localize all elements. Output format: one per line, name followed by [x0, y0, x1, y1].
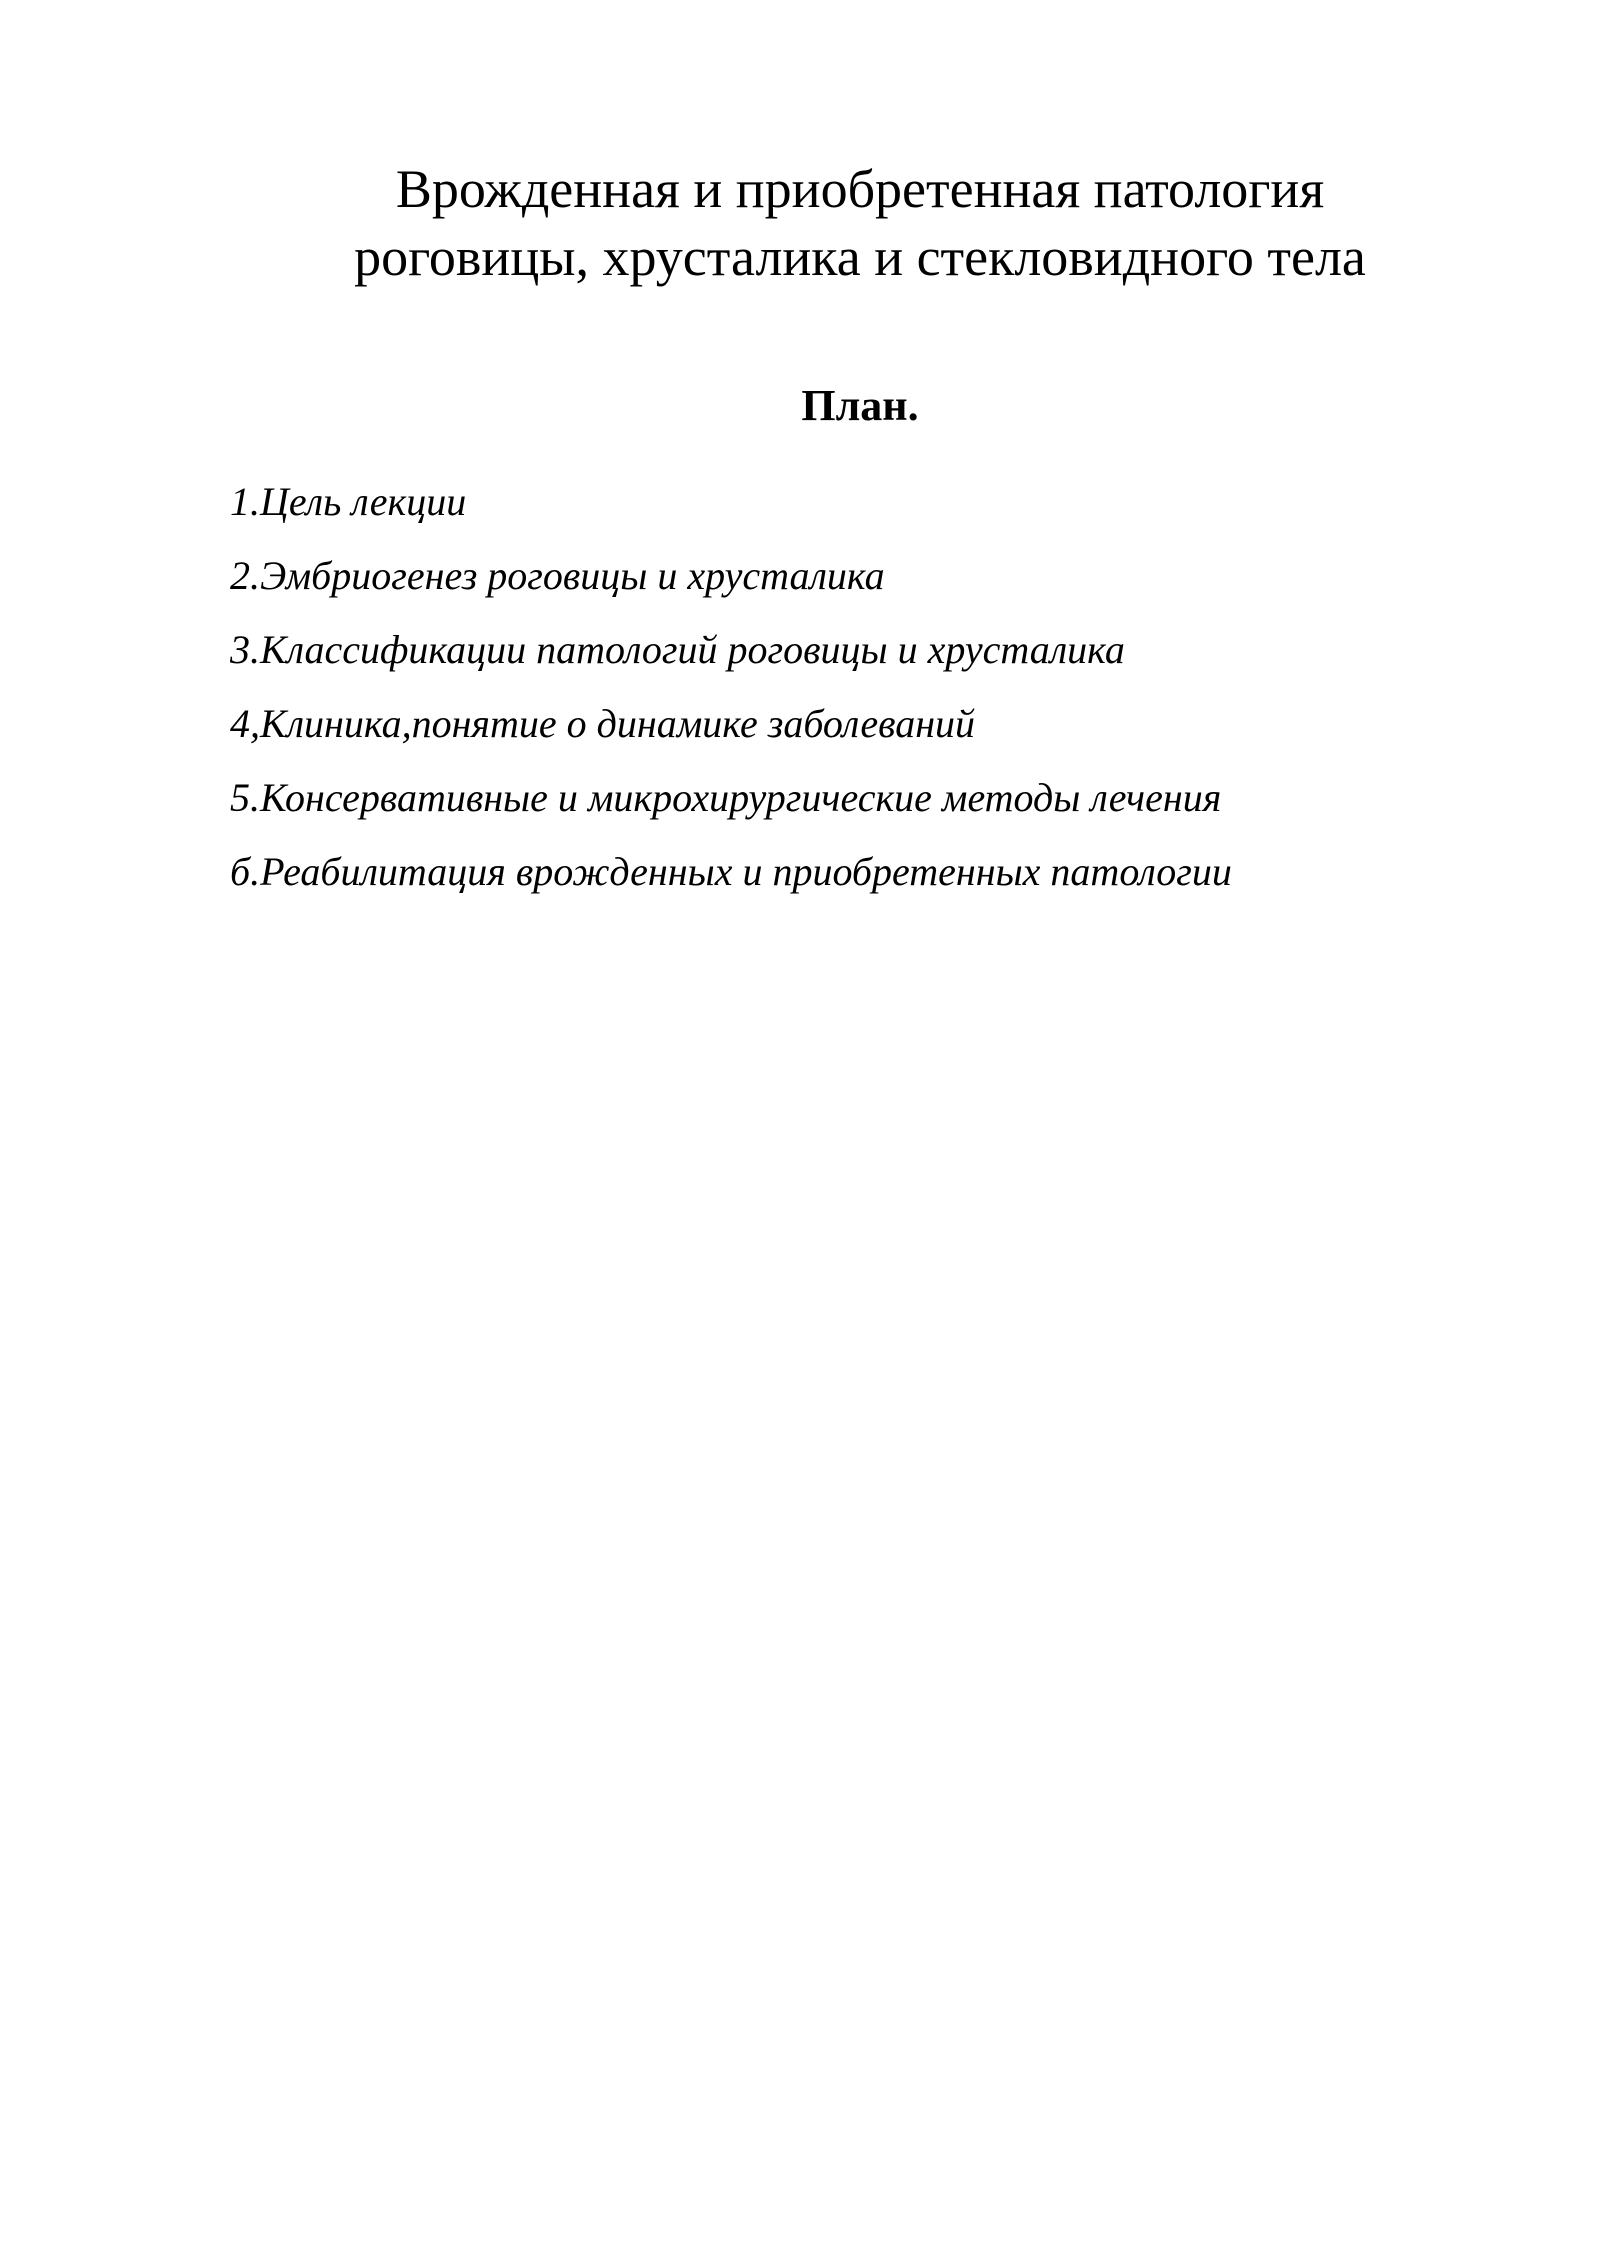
plan-item: б.Реабилитация врожденных и приобретенных патологии [230, 849, 1232, 894]
document-title [240, 155, 1480, 291]
plan-item: 1.Цель лекции [230, 479, 467, 524]
plan-item: 4,Клиника,понятие о динамике заболеваний [230, 701, 976, 746]
title-line: Врожденная и приобретенная патология [395, 159, 1325, 219]
plan-item: 2.Эмбриогенез роговицы и хрусталика [230, 553, 885, 598]
title-line: роговицы, хрусталика и стекловидного тела [354, 227, 1366, 287]
plan-item: 5.Консервативные и микрохирургические методы лечения [230, 775, 1222, 820]
plan-item: 3.Классификации патологий роговицы и хрусталика [230, 627, 1125, 672]
plan-list [230, 474, 1480, 918]
plan-heading: План. [801, 381, 919, 430]
